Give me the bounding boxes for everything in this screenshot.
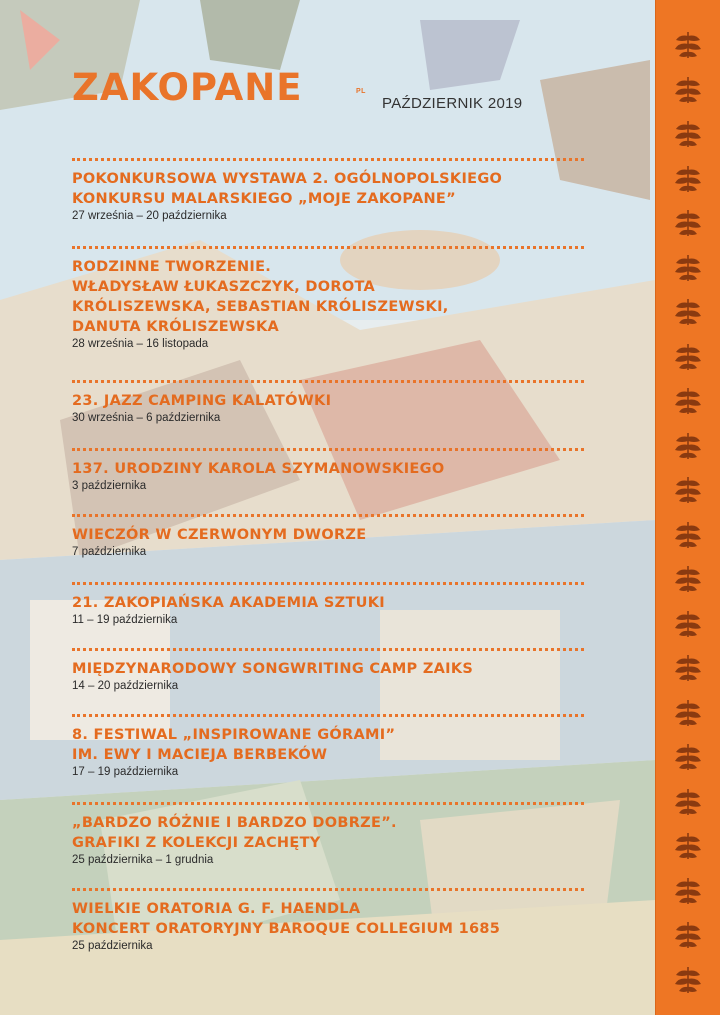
leaf-ornament-icon (670, 696, 706, 730)
event-title-line: „BARDZO RÓŻNIE I BARDZO DOBRZE”. (72, 815, 397, 831)
leaf-ornament-icon (670, 963, 706, 997)
event-title (72, 169, 584, 209)
leaf-ornament-icon (670, 206, 706, 240)
leaf-ornament-icon (670, 28, 706, 62)
event-title (72, 725, 584, 765)
event-title-line: 137. URODZINY KAROLA SZYMANOWSKIEGO (72, 461, 445, 477)
event-title-line: KONCERT ORATORYJNY BAROQUE COLLEGIUM 1685 (72, 921, 501, 937)
event-date: 17 – 19 października (72, 766, 179, 778)
event-date: 11 – 19 października (72, 614, 178, 626)
event-date: 27 września – 20 października (72, 210, 227, 222)
event-title (72, 659, 584, 679)
event-date: 14 – 20 października (72, 680, 179, 692)
leaf-ornament-icon (670, 384, 706, 418)
event-title-line: 8. FESTIWAL „INSPIROWANE GÓRAMI” (72, 727, 396, 743)
event-item (72, 582, 584, 626)
event-item (72, 714, 584, 778)
event-item (72, 380, 584, 424)
event-item (72, 888, 584, 952)
event-title (72, 391, 584, 411)
leaf-ornament-icon (670, 740, 706, 774)
leaf-ornament-icon (670, 73, 706, 107)
leaf-ornament-icon (670, 117, 706, 151)
event-title-line: KONKURSU MALARSKIEGO „MOJE ZAKOPANE” (72, 191, 456, 207)
event-item (72, 802, 584, 866)
event-title-line: 23. JAZZ CAMPING KALATÓWKI (72, 393, 332, 409)
event-title-line: RODZINNE TWORZENIE. (72, 259, 272, 275)
leaf-ornament-icon (670, 251, 706, 285)
event-item (72, 246, 584, 350)
event-title-line: KRÓLISZEWSKA, SEBASTIAN KRÓLISZEWSKI, (72, 299, 449, 315)
event-item (72, 648, 584, 692)
event-title-line: WIECZÓR W CZERWONYM DWORZE (72, 527, 367, 543)
event-title (72, 899, 584, 939)
event-title-line: WŁADYSŁAW ŁUKASZCZYK, DOROTA (72, 279, 376, 295)
event-item (72, 448, 584, 492)
event-title-line: IM. EWY I MACIEJA BERBEKÓW (72, 747, 328, 763)
event-date: 25 października (72, 940, 153, 952)
zakopane-logo: ZAKOPANE (72, 66, 303, 109)
event-title-line: POKONKURSOWA WYSTAWA 2. OGÓLNOPOLSKIEGO (72, 171, 503, 187)
leaf-ornament-icon (670, 651, 706, 685)
event-date: 25 października – 1 grudnia (72, 854, 214, 866)
event-date: 28 września – 16 listopada (72, 338, 209, 350)
event-title-line: 21. ZAKOPIAŃSKA AKADEMIA SZTUKI (72, 595, 385, 611)
event-title-line: DANUTA KRÓLISZEWSKA (72, 319, 280, 335)
logo-suffix: PL (356, 88, 366, 95)
leaf-ornament-icon (670, 162, 706, 196)
event-title (72, 525, 584, 545)
leaf-ornament-icon (670, 562, 706, 596)
event-date: 30 września – 6 października (72, 412, 221, 424)
event-item (72, 158, 584, 222)
event-date: 3 października (72, 480, 147, 492)
leaf-ornament-icon (670, 473, 706, 507)
event-title (72, 813, 584, 853)
leaf-ornament-icon (670, 518, 706, 552)
leaf-ornament-icon (670, 429, 706, 463)
leaf-ornament-icon (670, 607, 706, 641)
leaf-ornament-icon (670, 918, 706, 952)
event-title (72, 257, 584, 337)
leaf-ornament-icon (670, 340, 706, 374)
event-title-line: MIĘDZYNARODOWY SONGWRITING CAMP ZAIKS (72, 661, 474, 677)
event-title (72, 593, 584, 613)
event-title-line: WIELKIE ORATORIA G. F. HAENDLA (72, 901, 361, 917)
leaf-ornament-icon (670, 874, 706, 908)
event-title-line: GRAFIKI Z KOLEKCJI ZACHĘTY (72, 835, 321, 851)
event-date: 7 października (72, 546, 147, 558)
event-item (72, 514, 584, 558)
month-label: PAŹDZIERNIK 2019 (382, 95, 523, 112)
ornament-strip (655, 0, 720, 1015)
leaf-ornament-icon (670, 785, 706, 819)
leaf-ornament-icon (670, 295, 706, 329)
event-title (72, 459, 584, 479)
leaf-ornament-icon (670, 829, 706, 863)
page-header (72, 68, 592, 118)
